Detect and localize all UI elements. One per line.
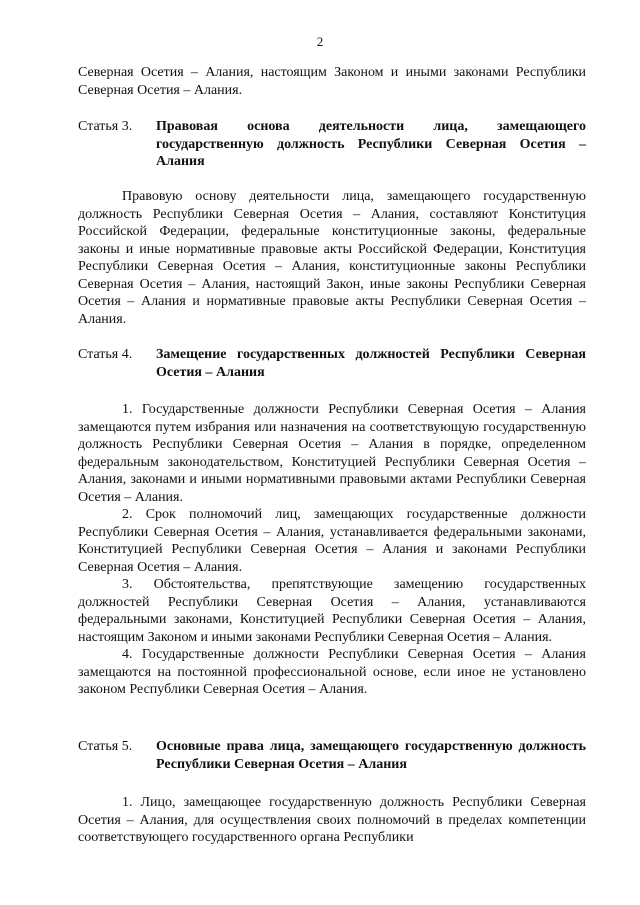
- article-4-paragraph-2: 2. Срок полномочий лиц, замещающих государственные должности Республики Северная Осетия – Алания, устанавливается федеральными законами, Конституцией Республики Северная Осетия – Алания и законами Республики Северная Осетия – Алания.: [78, 507, 586, 575]
- article-5-body: [78, 794, 586, 847]
- article-4-number: Статья 4.: [78, 347, 133, 362]
- article-5-paragraph-1: 1. Лицо, замещающее государственную должность Республики Северная Осетия – Алания, для осуществления своих полномочий в пределах компетенции соответствующего государственного органа Республики: [78, 795, 586, 845]
- lead-text-block: [78, 64, 586, 99]
- lead-paragraph: Северная Осетия – Алания, настоящим Законом и иными законами Республики Северная Осетия – Алания.: [78, 65, 586, 98]
- article-3-paragraph-1: Правовую основу деятельности лица, замещающего государственную должность Республики Северная Осетия – Алания, составляют Конституция Российской Федерации, федеральные конституционные законы, федеральные законы и иные нормативные правовые акты Российской Федерации, Конституция Республики Северная Осетия – Алания, конституционные законы Республики Северная Осетия – Алания, настоящий Закон, иные законы Республики Северная Осетия – Алания и нормативные правовые акты Республики Северная Осетия – Алания.: [78, 189, 586, 327]
- article-4-paragraph-4: 4. Государственные должности Республики Северная Осетия – Алания замещаются на постоянной профессиональной основе, если иное не установлено законом Республики Северная Осетия – Алания.: [78, 647, 586, 697]
- article-3-title: Правовая основа деятельности лица, замещающего государственную должность Республики Северная Осетия – Алания: [156, 119, 586, 169]
- article-4-paragraph-1: 1. Государственные должности Республики Северная Осетия – Алания замещаются путем избрания или назначения на соответствующую государственную должность Республики Северная Осетия – Алания в порядке, определенном федеральным законодательством, Конституцией Республики Северная Осетия – Алания, законами и иными нормативными правовыми актами Республики Северная Осетия – Алания.: [78, 402, 586, 505]
- article-5-heading: [78, 738, 586, 773]
- article-5-title: Основные права лица, замещающего государственную должность Республики Северная Осетия – Алания: [156, 739, 586, 772]
- article-5-number: Статья 5.: [78, 739, 133, 754]
- article-4-heading: [78, 346, 586, 381]
- article-4-title: Замещение государственных должностей Республики Северная Осетия – Алания: [156, 347, 586, 380]
- page-number: 2: [316, 34, 324, 49]
- article-4-body: [78, 401, 586, 699]
- article-4-paragraph-3: 3. Обстоятельства, препятствующие замещению государственных должностей Республики Северная Осетия – Алания, устанавливаются федеральными законами, Конституцией Республики Северная Осетия – Алания, настоящим Законом и иными законами Республики Северная Осетия – Алания.: [78, 577, 586, 645]
- article-3-body: [78, 188, 586, 328]
- article-3-number: Статья 3.: [78, 119, 133, 134]
- article-3-heading: [78, 118, 586, 171]
